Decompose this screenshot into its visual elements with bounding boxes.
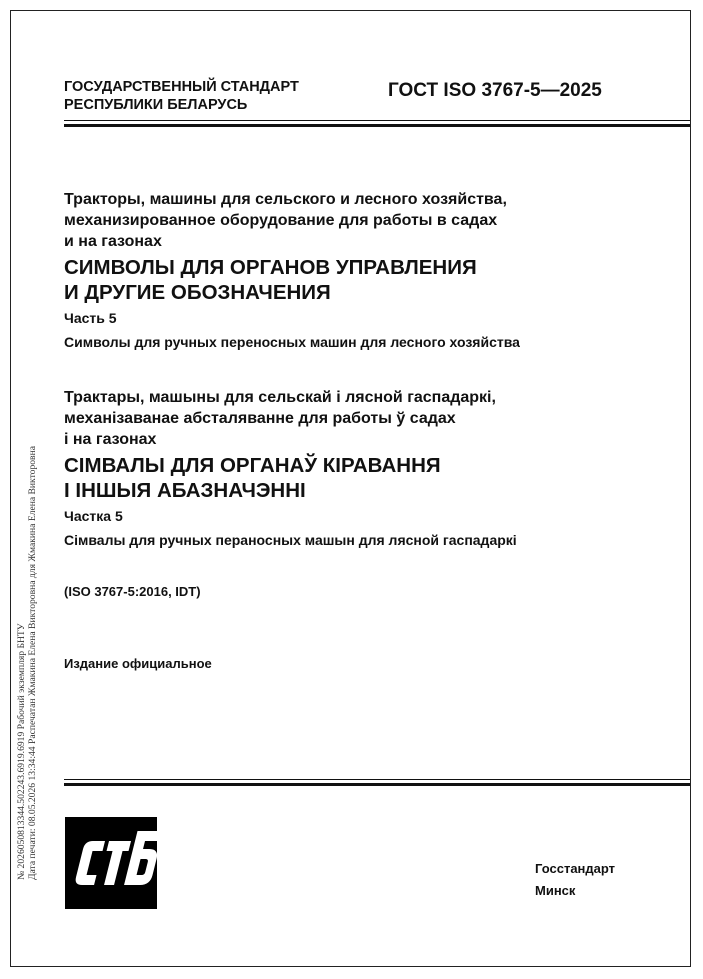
standard-designation: ГОСТ ISO 3767-5—2025 [388,80,602,101]
be-subtitle-line2: механізаванае абсталяванне для работы ў садах [64,410,456,427]
ru-title-line2: И ДРУГИЕ ОБОЗНАЧЕНИЯ [64,281,331,304]
header-rule-thin [64,120,690,121]
standard-type-line2: РЕСПУБЛИКИ БЕЛАРУСЬ [64,97,248,113]
print-stamp [16,260,38,880]
stb-logo-icon [65,817,157,909]
be-subtitle-line1: Трактары, машыны для сельскай і лясной гаспадаркі, [64,389,496,406]
ru-part-title: Символы для ручных переносных машин для лесного хозяйства [64,334,520,350]
ru-subtitle-line3: и на газонах [64,233,162,250]
header-rule-thick [64,124,690,127]
be-title-line2: І ІНШЫЯ АБАЗНАЧЭННІ [64,479,306,502]
be-title-line1: СІМВАЛЫ ДЛЯ ОРГАНАЎ КІРАВАННЯ [64,454,441,477]
publisher-block [535,858,615,902]
print-stamp-line2: Дата печати: 08.05.2026 13:34:44 Распечатан Жмакина Елена Викторовна для Жмакина Елена Викторовна [27,446,38,880]
edition-label: Издание официальное [64,656,212,671]
be-part-title: Сімвалы для ручных пераносных машын для лясной гаспадаркі [64,532,517,548]
be-part-number: Частка 5 [64,508,123,524]
standard-type-line1: ГОСУДАРСТВЕННЫЙ СТАНДАРТ [64,79,299,95]
ru-part-number: Часть 5 [64,310,117,326]
russian-title-block [64,189,664,351]
stb-logo-graphic [65,817,157,909]
be-subtitle-line3: і на газонах [64,431,157,448]
ru-subtitle-line2: механизированное оборудование для работы в садах [64,212,498,229]
footer-rule-thick [64,783,690,786]
footer-rule-thin [64,779,690,780]
publisher-name: Госстандарт [535,861,616,876]
ru-subtitle-line1: Тракторы, машины для сельского и лесного хозяйства, [64,191,507,208]
print-stamp-line1: № 2026050813344.502243.6919.6919 Рабочий экземпляр БНТУ [16,623,27,880]
standard-type [64,78,364,114]
belarusian-title-block [64,387,664,549]
publisher-city: Минск [535,883,576,898]
iso-reference: (ISO 3767-5:2016, IDT) [64,584,201,599]
ru-title-line1: СИМВОЛЫ ДЛЯ ОРГАНОВ УПРАВЛЕНИЯ [64,256,477,279]
